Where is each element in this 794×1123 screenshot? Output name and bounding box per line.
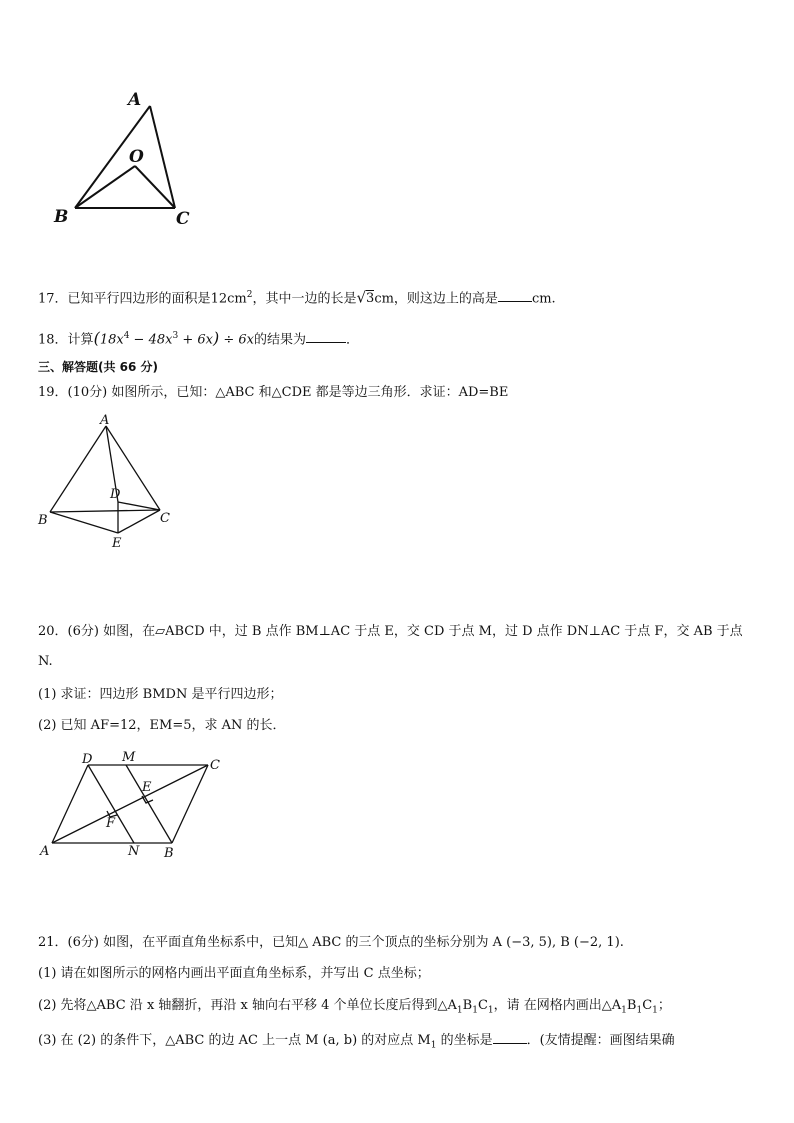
q21-p3a: (3) 在 (2) 的条件下，△ABC 的边 AC 上一点 M (a, b) 的对应点 M: [38, 1033, 431, 1048]
label-f: F: [106, 816, 116, 831]
paren-open: (: [93, 328, 100, 348]
label-b: B: [54, 207, 69, 227]
q18-text1: 计算: [67, 332, 94, 348]
label-b: B: [164, 846, 174, 861]
label-a: A: [100, 413, 110, 428]
label-a: A: [40, 844, 50, 859]
answer-blank-17[interactable]: [498, 287, 532, 302]
question-21-line1: 21．(6分) 如图，在平面直角坐标系中，已知△ ABC 的三个顶点的坐标分别为 A (−3, 5), B (−2, 1).: [38, 935, 624, 950]
q17-unit-after: cm.: [531, 291, 556, 307]
q18-expr-a: 18x: [99, 332, 124, 348]
question-21-part3: [38, 1029, 675, 1055]
q21-p2c: C: [477, 998, 488, 1013]
q18-expr-c: + 6x: [178, 332, 213, 348]
q21-p2-sub1: 1: [456, 1005, 463, 1016]
paren-close: ): [212, 328, 220, 348]
answer-blank-18[interactable]: [306, 328, 346, 343]
q17-text2: ，其中一边的长是: [252, 291, 357, 307]
question-21-part2: [38, 997, 671, 1020]
q17-unit: cm: [374, 291, 394, 307]
question-20-line1: 20．(6分) 如图，在▱ABCD 中，过 B 点作 BM⊥AC 于点 E，交 CD 于点 M，过 D 点作 DN⊥AC 于点 F，交 AB 于点: [38, 624, 743, 639]
label-d: D: [110, 487, 121, 502]
section-title: 三、解答题(共 66 分): [38, 360, 159, 374]
q18-number: 18．: [38, 332, 68, 348]
label-c: C: [176, 209, 190, 229]
q21-p2b: B: [462, 998, 473, 1013]
question-20-part1: (1) 求证：四边形 BMDN 是平行四边形；: [38, 687, 283, 702]
q18-expr-b: − 48x: [129, 332, 173, 348]
q18-sup-b: 3: [172, 331, 179, 341]
q21-p2-sub6: 1: [652, 1005, 658, 1016]
label-m: M: [122, 750, 136, 765]
q21-p3b: 的坐标是: [436, 1033, 493, 1048]
sqrt-symbol: √: [356, 288, 367, 307]
q17-root: 3: [366, 291, 375, 307]
question-17: [38, 286, 556, 308]
label-o: O: [129, 147, 144, 167]
q18-end: ．: [345, 332, 359, 348]
q18-sup-a: 4: [123, 331, 130, 341]
q18-text2: 的结果为: [253, 332, 306, 348]
question-19: 19．(10分) 如图所示，已知：△ABC 和△CDE 都是等边三角形．求证：AD=BE: [38, 385, 509, 400]
label-c: C: [160, 511, 170, 526]
label-b: B: [38, 513, 48, 528]
label-e: E: [142, 780, 152, 795]
q21-p2-sub5: 1: [636, 1005, 643, 1016]
q21-p2g: ；: [657, 998, 671, 1013]
label-c: C: [210, 758, 220, 773]
edge-ac: [150, 106, 175, 208]
answer-blank-21[interactable]: [493, 1029, 527, 1044]
question-21-part1: (1) 请在如图所示的网格内画出平面直角坐标系，并写出 C 点坐标；: [38, 966, 430, 981]
q21-p2-sub3: 1: [487, 1005, 494, 1016]
label-d: D: [82, 752, 93, 767]
q21-p2-sub4: 1: [621, 1005, 627, 1016]
figure-q19-triangles: [34, 412, 184, 554]
question-20-line1b: N.: [38, 654, 53, 669]
q21-p2e: B: [626, 998, 637, 1013]
label-e: E: [112, 536, 122, 551]
label-n: N: [128, 844, 140, 859]
question-18: [38, 327, 359, 349]
q21-p3-sub: 1: [430, 1040, 437, 1051]
q17-number: 17．: [38, 291, 68, 307]
question-20-part2: (2) 已知 AF=12，EM=5，求 AN 的长．: [38, 718, 286, 733]
q21-p2-sub2: 1: [472, 1005, 478, 1016]
q21-p2f: C: [642, 998, 653, 1013]
figure-q20-parallelogram: [38, 745, 228, 865]
q17-text1: 已知平行四边形的面积是: [67, 291, 211, 307]
q21-p2a: (2) 先将△ABC 沿 x 轴翻折，再沿 x 轴向右平移 4 个单位长度后得到△A: [38, 998, 457, 1013]
figure-triangle-abo: [50, 88, 200, 233]
q17-text3: ，则这边上的高是: [393, 291, 498, 307]
q17-area: 12cm: [210, 291, 247, 307]
q18-expr-div: ÷ 6x: [219, 332, 254, 348]
label-a: A: [128, 90, 142, 110]
q21-p3c: ．(友情提醒：画图结果确: [526, 1033, 675, 1048]
q17-area-sup: 2: [246, 290, 253, 300]
q21-p2d: ，请 在网格内画出△A: [493, 998, 622, 1013]
edge-bo: [75, 166, 135, 208]
